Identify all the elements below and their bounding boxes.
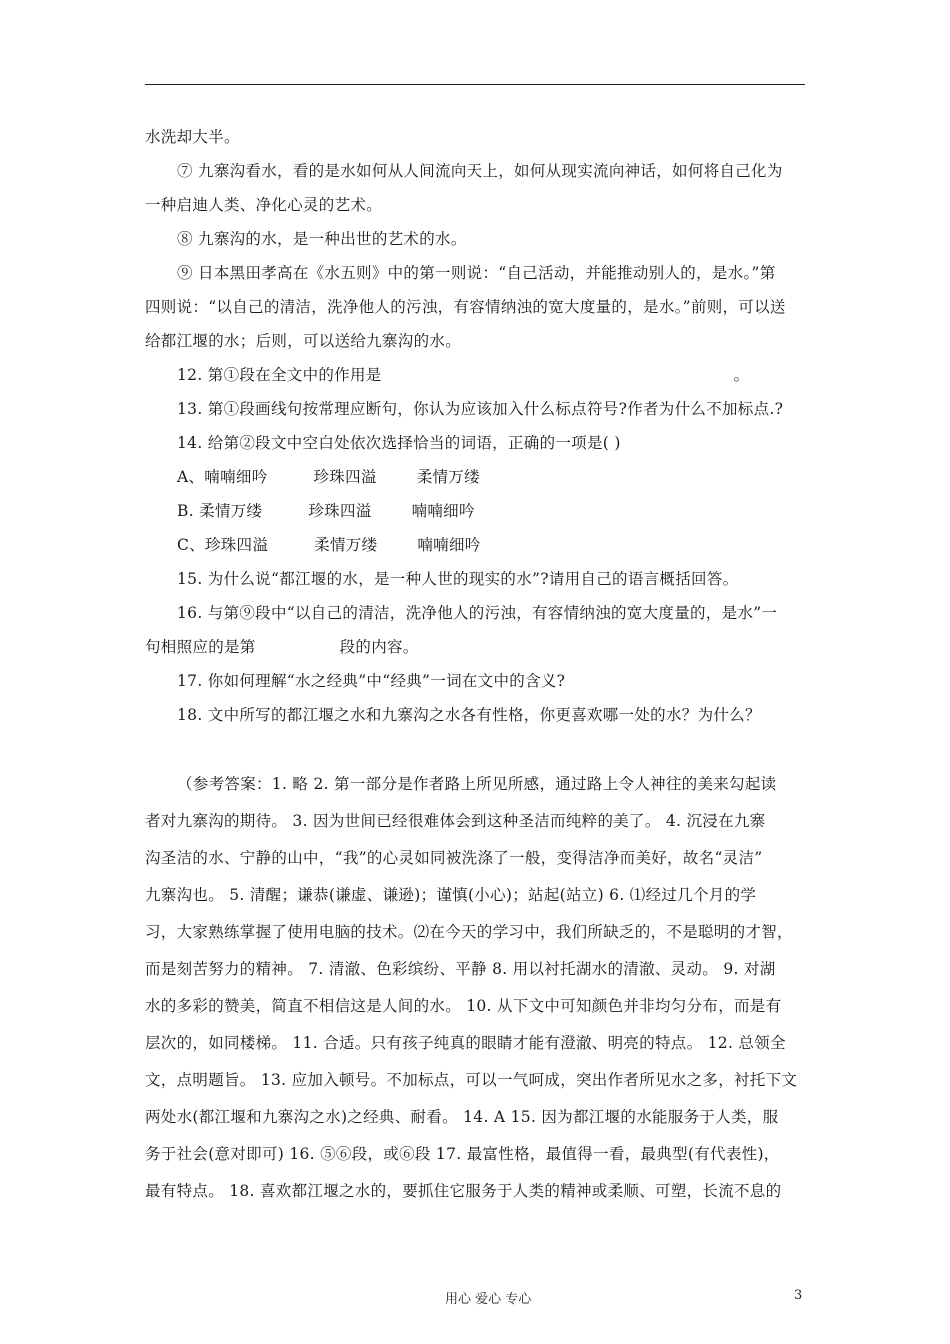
passage-p9-line2: 四则说：“以自己的清洁，洗净他人的污浊，有容情纳浊的宽大度量的，是水。”前则，可以送	[145, 298, 786, 316]
question-16-end: 段的内容。	[339, 638, 419, 656]
document-body	[145, 120, 810, 1210]
option-word: 柔情万缕	[314, 536, 378, 554]
answer-line: 层次的，如同楼梯。 11. 合适。只有孩子纯真的眼睛才能有澄澈、明亮的特点。 12. 总领全	[145, 1034, 786, 1052]
question-12-end: 。	[733, 366, 750, 384]
option-word: 柔情万缕	[416, 468, 480, 486]
passage-p8: ⑧ 九寨沟的水，是一种出世的艺术的水。	[177, 230, 467, 248]
answer-line: （参考答案：1. 略 2. 第一部分是作者路上所见所感，通过路上令人神往的美来勾起读	[177, 775, 777, 793]
page-number: 3	[794, 1288, 803, 1303]
question-16-line1: 16. 与第⑨段中“以自己的清洁，洗净他人的污浊，有容情纳浊的宽大度量的，是水”一	[177, 604, 778, 622]
answer-line: 两处水(都江堰和九寨沟之水)之经典、耐看。 14. A 15. 因为都江堰的水能服务于人类，服	[145, 1108, 779, 1126]
passage-p7-line2: 一种启迪人类、净化心灵的艺术。	[145, 196, 383, 214]
answer-line: 者对九寨沟的期待。 3. 因为世间已经很难体会到这种圣洁而纯粹的美了。 4. 沉浸在九寨	[145, 812, 766, 830]
header-rule	[145, 84, 805, 85]
option-word: 喃喃细吟	[411, 502, 475, 520]
answer-line: 水的多彩的赞美，简直不相信这是人间的水。 10. 从下文中可知颜色并非均匀分布，而是有	[145, 997, 782, 1015]
answer-line: 务于社会(意对即可) 16. ⑤⑥段，或⑥段 17. 最富性格，最值得一看，最典型(有代表性)，	[145, 1145, 780, 1163]
answer-line: 最有特点。 18. 喜欢都江堰之水的，要抓住它服务于人类的精神或柔顺、可塑，长流不息的	[145, 1182, 782, 1200]
answer-line: 习，大家熟练掌握了使用电脑的技术。⑵在今天的学习中，我们所缺乏的，不是聪明的才智，	[145, 923, 793, 941]
footer-motto: 用心 爱心 专心	[445, 1292, 532, 1307]
option-word: 珍珠四溢	[308, 502, 372, 520]
question-14-option-b	[145, 494, 810, 528]
question-14-option-a	[145, 460, 810, 494]
question-14: 14. 给第②段文中空白处依次选择恰当的词语，正确的一项是( )	[177, 434, 621, 452]
question-14-option-c	[145, 528, 810, 562]
question-18: 18. 文中所写的都江堰之水和九寨沟之水各有性格，你更喜欢哪一处的水？为什么？	[177, 706, 761, 724]
option-word: 珍珠四溢	[313, 468, 377, 486]
passage-p9-line3: 给都江堰的水；后则，可以送给九寨沟的水。	[145, 332, 462, 350]
question-13: 13. 第①段画线句按常理应断句，你认为应该加入什么标点符号?作者为什么不加标点.?	[177, 400, 784, 418]
passage-p6-end: 水洗却大半。	[145, 128, 240, 146]
option-word: C、珍珠四溢	[177, 536, 269, 554]
question-16-text: 句相照应的是第	[145, 638, 256, 656]
option-word: 喃喃细吟	[417, 536, 481, 554]
question-17: 17. 你如何理解“水之经典”中“经典”一词在文中的含义?	[177, 672, 566, 690]
question-12-text: 12. 第①段在全文中的作用是	[177, 366, 382, 384]
answer-line: 沟圣洁的水、宁静的山中，“我”的心灵如同被洗涤了一般，变得洁净而美好，故名“灵洁”	[145, 849, 763, 867]
option-word: B. 柔情万缕	[177, 502, 263, 520]
answer-line: 文，点明题旨。 13. 应加入顿号。不加标点，可以一气呵成，突出作者所见水之多，衬托下文	[145, 1071, 798, 1089]
question-16-line2	[145, 630, 810, 664]
passage-p7-line1: ⑦ 九寨沟看水，看的是水如何从人间流向天上，如何从现实流向神话，如何将自己化为	[177, 162, 783, 180]
option-word: A、喃喃细吟	[177, 468, 268, 486]
passage-p9-line1: ⑨ 日本黑田孝高在《水五则》中的第一则说：“自己活动，并能推动别人的，是水。”第	[177, 264, 776, 282]
question-12	[145, 358, 810, 392]
answer-line: 而是刻苦努力的精神。 7. 清澈、色彩缤纷、平静 8. 用以衬托湖水的清澈、灵动。 9. 对湖	[145, 960, 776, 978]
answer-line: 九寨沟也。 5. 清醒；谦恭(谦虚、谦逊)；谨慎(小心)；站起(站立) 6. ⑴经过几个月的学	[145, 886, 757, 904]
question-15: 15. 为什么说“都江堰的水，是一种人世的现实的水”?请用自己的语言概括回答。	[177, 570, 739, 588]
